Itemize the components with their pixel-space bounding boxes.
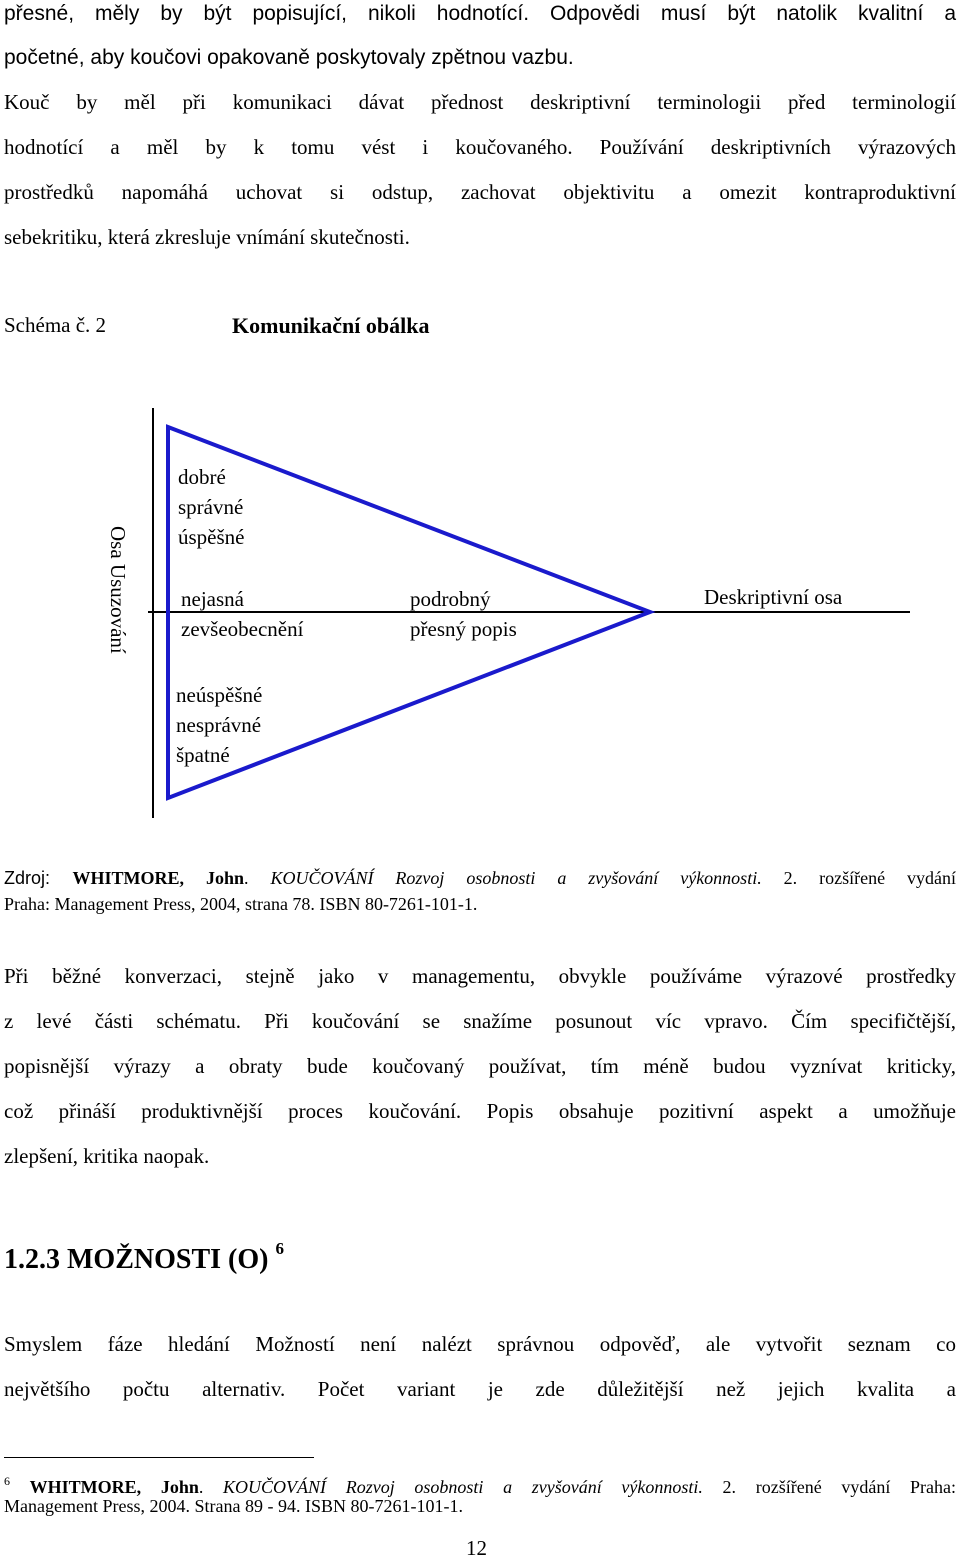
schema-title: Komunikační obálka (232, 313, 430, 338)
source-line-1 (4, 867, 956, 889)
middle-left-label-generalization: zevšeobecnění (181, 617, 304, 641)
paragraph-line: největšího počtu alternativ. Počet variant je zde důležitější než jejich kvalita a (4, 1377, 956, 1401)
footnote-rest: 2. rozšířené vydání Praha: (702, 1477, 956, 1497)
paragraph-line: popisnější výrazy a obraty bude koučovaný používat, tím méně budou vyznívat kriticky, (4, 1054, 956, 1078)
footnote-title: KOUČOVÁNÍ Rozvoj osobnosti a zvyšování výkonnosti. (223, 1477, 703, 1497)
footnote-separator (4, 1457, 314, 1458)
top-label-good: dobré (178, 465, 226, 489)
top-label-correct: správné (178, 495, 244, 519)
middle-right-label-precise-description: přesný popis (410, 617, 517, 641)
bottom-label-unsuccessful: neúspěšné (176, 683, 263, 707)
communication-envelope-diagram (0, 400, 960, 830)
footnote-author: WHITMORE, John (29, 1477, 199, 1497)
footnote-line-1 (4, 1470, 956, 1498)
paragraph-line: sebekritiku, která zkresluje vnímání skutečnosti. (4, 225, 410, 249)
bottom-label-incorrect: nesprávné (176, 713, 262, 737)
footnote-dot: . (198, 1477, 224, 1497)
section-heading-text: 1.2.3 MOŽNOSTI (O) (4, 1244, 269, 1275)
paragraph-line: Při běžné konverzaci, stejně jako v managementu, obvykle používáme výrazové prostředky (4, 964, 956, 988)
middle-left-label-vague: nejasná (181, 587, 244, 611)
source-line-2: Praha: Management Press, 2004, strana 78. ISBN 80-7261-101-1. (4, 894, 478, 914)
paragraph-line: což přináší produktivnější proces koučování. Popis obsahuje pozitivní aspekt a umožňuje (4, 1099, 956, 1123)
source-prefix: Zdroj: (4, 868, 73, 888)
section-heading (4, 1233, 284, 1276)
paragraph-line: zlepšení, kritika naopak. (4, 1144, 210, 1168)
paragraph-line: Smyslem fáze hledání Možností není nalézt správnou odpověď, ale vytvořit seznam co (4, 1332, 956, 1356)
schema-number: Schéma č. 2 (4, 313, 107, 337)
paragraph-line: přesné, měly by být popisující, nikoli hodnotící. Odpovědi musí být natolik kvalitní a (4, 2, 956, 25)
source-edition: 2. rozšířené vydání (761, 868, 957, 888)
paragraph-line: Kouč by měl při komunikaci dávat přednost deskriptivní terminologii před terminologií (4, 90, 956, 114)
footnote-line-2: Management Press, 2004. Strana 89 - 94. ISBN 80-7261-101-1. (4, 1496, 463, 1516)
horizontal-axis-label: Deskriptivní osa (704, 585, 843, 609)
paragraph-line: prostředků napomáhá uchovat si odstup, zachovat objektivitu a omezit kontraproduktivní (4, 180, 956, 204)
page-number: 12 (466, 1536, 487, 1560)
footnote-reference: 6 (275, 1239, 284, 1258)
vertical-axis-label: Osa Usuzování (106, 526, 130, 654)
source-title: KOUČOVÁNÍ Rozvoj osobnosti a zvyšování výkonnosti. (270, 868, 762, 888)
top-label-successful: úspěšné (178, 525, 245, 549)
bottom-label-bad: špatné (176, 743, 230, 767)
middle-right-label-detailed: podrobný (410, 587, 491, 611)
source-dot: . (243, 868, 271, 888)
paragraph-line: hodnotící a měl by k tomu vést i koučovaného. Používání deskriptivních výrazových (4, 135, 956, 159)
paragraph-line: z levé části schématu. Při koučování se snažíme posunout víc vpravo. Čím specifičtější, (4, 1009, 956, 1033)
paragraph-line: početné, aby koučovi opakovaně poskytovaly zpětnou vazbu. (4, 46, 574, 69)
source-author: WHITMORE, John (72, 868, 244, 888)
footnote-number: 6 (4, 1474, 10, 1488)
